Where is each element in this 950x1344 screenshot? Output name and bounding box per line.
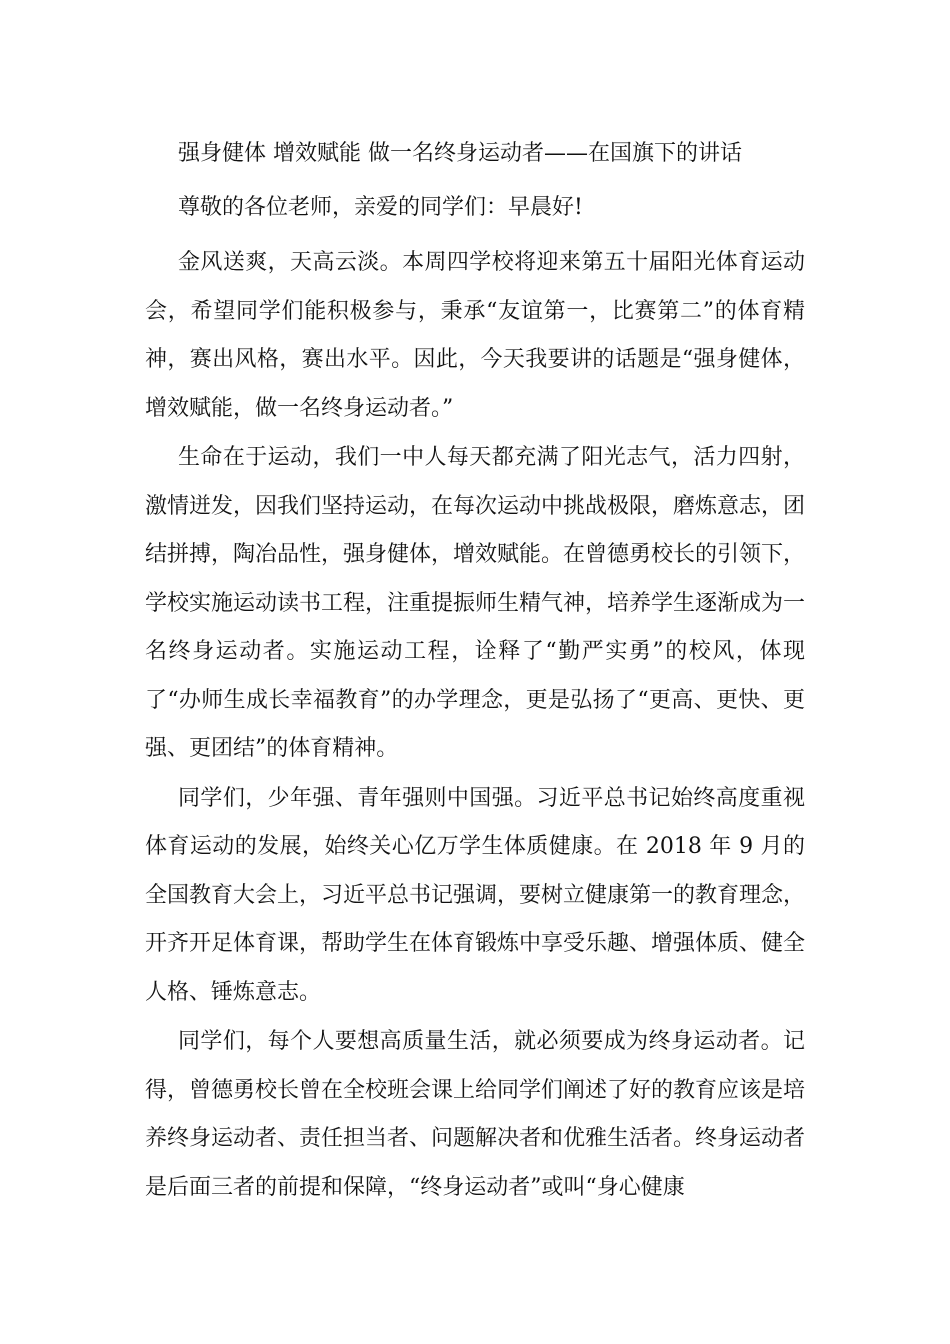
speech-greeting: 尊敬的各位老师，亲爱的同学们：早晨好! [178,195,583,220]
speech-title: 强身健体 增效赋能 做一名终身运动者——在国旗下的讲话 [178,141,742,166]
paragraph-youth-strong: 同学们，少年强、青年强则中国强。习近平总书记始终高度重视体育运动的发展，始终关心亿万学生体质健康。在 2018 年 9 月的全国教育大会上，习近平总书记强调，要树立健康第一的教育理念，开齐开足体育课，帮助学生在体育锻炼中享受乐趣、增强体质、健全人格、锤炼意志。 [145,785,806,1005]
paragraph-intro: 金风送爽，天高云淡。本周四学校将迎来第五十届阳光体育运动会，希望同学们能积极参与，秉承“友谊第一，比赛第二”的体育精神，赛出风格，赛出水平。因此，今天我要讲的话题是“强身健体，增效赋能，做一名终身运动者。” [145,250,805,421]
document-body [145,124,805,1212]
paragraph-life-in-motion: 生命在于运动，我们一中人每天都充满了阳光志气，活力四射，激情迸发，因我们坚持运动，在每次运动中挑战极限，磨炼意志，团结拼搏，陶冶品性，强身健体，增效赋能。在曾德勇校长的引领下，学校实施运动读书工程，注重提振师生精气神，培养学生逐渐成为一名终身运动者。实施运动工程，诠释了“勤严实勇”的校风，体现了“办师生成长幸福教育”的办学理念，更是弘扬了“更高、更快、更强、更团结”的体育精神。 [145,445,806,761]
paragraph-lifelong-athlete: 同学们，每个人要想高质量生活，就必须要成为终身运动者。记得，曾德勇校长曾在全校班会课上给同学们阐述了好的教育应该是培养终身运动者、责任担当者、问题解决者和优雅生活者。终身运动者是后面三者的前提和保障，“终身运动者”或叫“身心健康 [145,1029,806,1200]
